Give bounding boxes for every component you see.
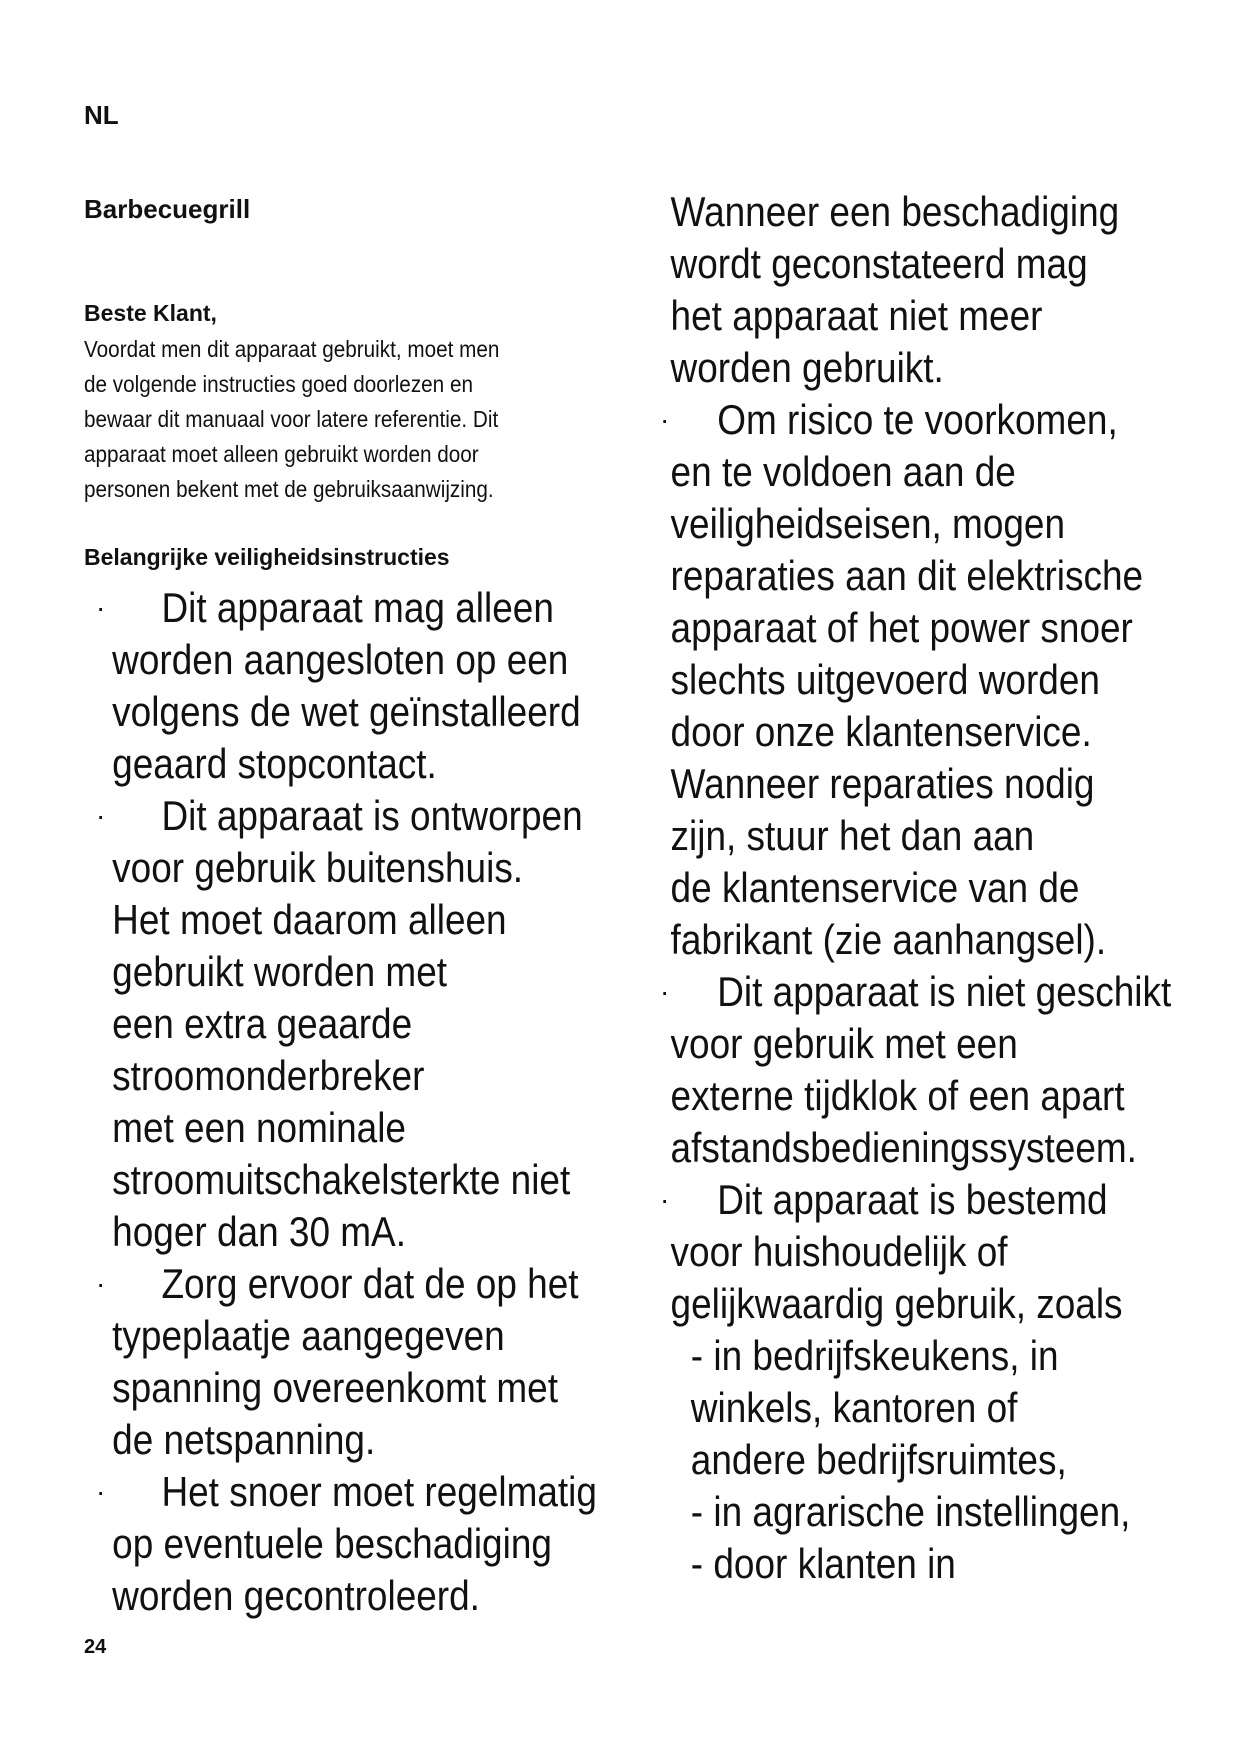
bullet-dot: · [660, 976, 670, 1007]
bullet-text: Dit apparaat is ontworpen [161, 792, 583, 839]
page-number: 24 [84, 1636, 107, 1658]
bullet-item [84, 790, 644, 842]
bullet-text: en te voldoen aan de [670, 448, 1016, 495]
bullet-text: volgens de wet geïnstalleerd [112, 688, 581, 735]
bullet-text: Het moet daarom alleen [112, 896, 507, 943]
bullet-text: reparaties aan dit elektrische [670, 552, 1144, 599]
bullet-text: een extra geaarde [112, 1000, 413, 1047]
sub-item: - door klanten in [690, 1540, 956, 1587]
bullet-item [660, 966, 1220, 1018]
bullet-text: typeplaatje aangegeven [112, 1312, 505, 1359]
intro-line: personen bekent met de gebruiksaanwijzing. [84, 476, 494, 502]
bullet-text: wordt geconstateerd mag [670, 240, 1088, 287]
intro-line: bewaar dit manuaal voor latere referentie. Dit [84, 406, 499, 432]
bullet-text: stroomuitschakelsterkte niet [112, 1156, 571, 1203]
bullet-text: Dit apparaat is bestemd [717, 1176, 1108, 1223]
left-column [84, 582, 644, 1622]
bullet-text: worden gecontroleerd. [112, 1572, 480, 1619]
bullet-text: Wanneer reparaties nodig [670, 760, 1095, 807]
intro-line: apparaat moet alleen gebruikt worden door [84, 441, 479, 467]
bullet-text: hoger dan 30 mA. [112, 1208, 406, 1255]
bullet-text: de netspanning. [112, 1416, 376, 1463]
bullet-text: veiligheidseisen, mogen [670, 500, 1066, 547]
salutation: Beste Klant, [84, 300, 217, 326]
bullet-item [84, 1466, 644, 1518]
bullet-text: fabrikant (zie aanhangsel). [670, 916, 1107, 963]
bullet-dot: · [96, 1476, 106, 1507]
bullet-text: slechts uitgevoerd worden [670, 656, 1100, 703]
intro-line: Voordat men dit apparaat gebruikt, moet men [84, 336, 500, 362]
bullet-item [660, 394, 1220, 446]
bullet-item [84, 1258, 644, 1310]
bullet-text: worden gebruikt. [670, 344, 944, 391]
bullet-text: voor gebruik met een [670, 1020, 1018, 1067]
bullet-text: Het snoer moet regelmatig [161, 1468, 597, 1515]
sub-item: - in bedrijfskeukens, in [690, 1332, 1059, 1379]
bullet-text: afstandsbedieningssysteem. [670, 1124, 1137, 1171]
intro-paragraph [84, 332, 570, 507]
bullet-text: geaard stopcontact. [112, 740, 437, 787]
bullet-text: Dit apparaat is niet geschikt [717, 968, 1172, 1015]
bullet-dot: · [660, 404, 670, 435]
safety-heading: Belangrijke veiligheidsinstructies [84, 544, 450, 570]
bullet-text: gebruikt worden met [112, 948, 448, 995]
page-title: Barbecuegrill [84, 194, 251, 224]
sub-item: andere bedrijfsruimtes, [690, 1436, 1067, 1483]
bullet-text: met een nominale [112, 1104, 406, 1151]
bullet-text: worden aangesloten op een [112, 636, 569, 683]
bullet-text: Wanneer een beschadiging [670, 188, 1120, 235]
bullet-text: voor gebruik buitenshuis. [112, 844, 524, 891]
bullet-item [84, 582, 644, 634]
bullet-text: door onze klantenservice. [670, 708, 1092, 755]
bullet-text: stroomonderbreker [112, 1052, 425, 1099]
bullet-text: apparaat of het power snoer [670, 604, 1133, 651]
bullet-text: externe tijdklok of een apart [670, 1072, 1125, 1119]
bullet-text: zijn, stuur het dan aan [670, 812, 1035, 859]
bullet-text: op eventuele beschadiging [112, 1520, 552, 1567]
bullet-dot: · [96, 800, 106, 831]
intro-line: de volgende instructies goed doorlezen en [84, 371, 473, 397]
bullet-text: Om risico te voorkomen, [717, 396, 1118, 443]
bullet-text: spanning overeenkomt met [112, 1364, 558, 1411]
language-code: NL [84, 100, 119, 130]
bullet-text: de klantenservice van de [670, 864, 1080, 911]
bullet-dot: · [96, 1268, 106, 1299]
bullet-text: gelijkwaardig gebruik, zoals [670, 1280, 1123, 1327]
right-column [660, 186, 1220, 1590]
bullet-text: Dit apparaat mag alleen [161, 584, 554, 631]
bullet-item [660, 1174, 1220, 1226]
bullet-text: het apparaat niet meer [670, 292, 1043, 339]
bullet-dot: · [96, 592, 106, 623]
bullet-dot: · [660, 1184, 670, 1215]
bullet-text: Zorg ervoor dat de op het [161, 1260, 579, 1307]
sub-item: winkels, kantoren of [690, 1384, 1018, 1431]
bullet-text: voor huishoudelijk of [670, 1228, 1008, 1275]
sub-item: - in agrarische instellingen, [690, 1488, 1131, 1535]
